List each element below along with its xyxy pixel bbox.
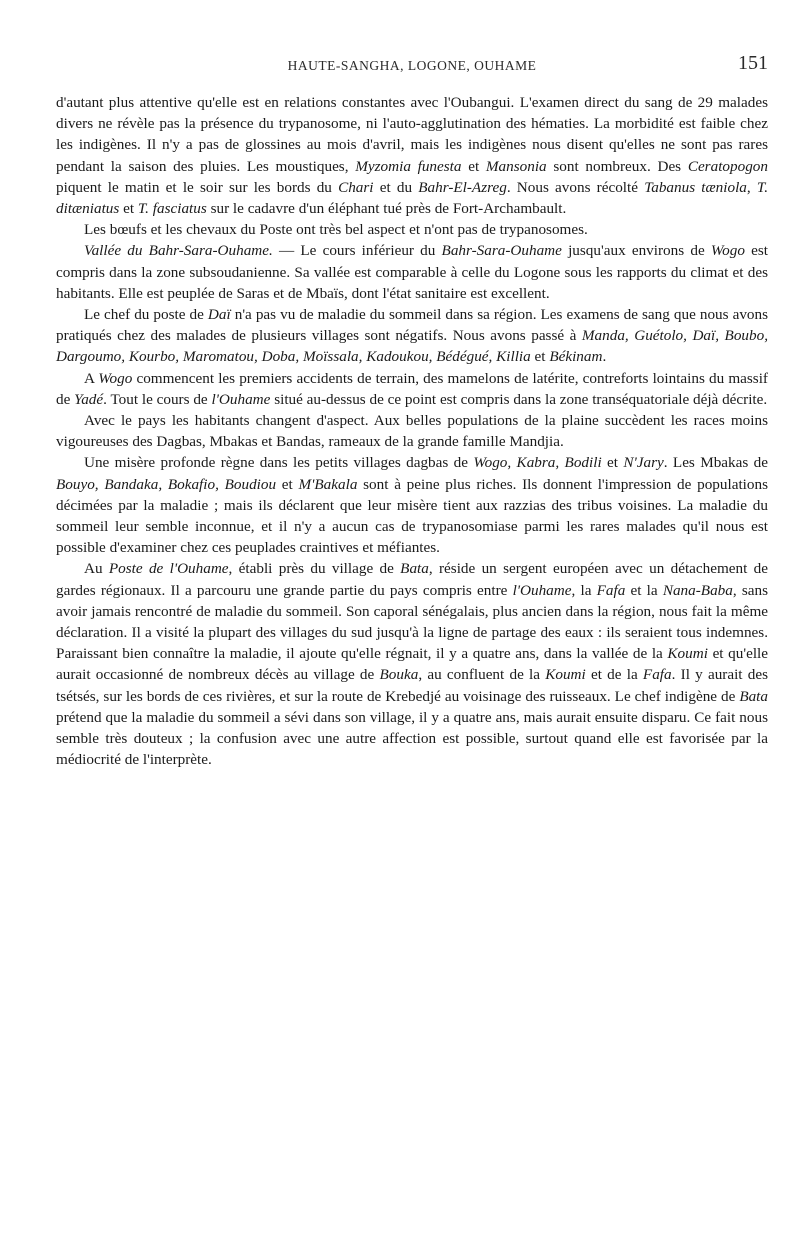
text-segment: prétend que la maladie du sommeil a sévi dans son village, il y a quatre ans, mais aurait ensuite disparu. Ce fait nous semble très douteux ; la confusion avec une autre affection est possible, surtout quand elle est favorisée par la médiocrité de l'interprète. (56, 708, 768, 769)
text-segment: sur le cadavre d'un éléphant tué près de Fort-Archambault. (206, 200, 567, 218)
text-segment: , sans avoir jamais rencontré de maladie du sommeil. Son caporal sénégalais, plus ancien dans la région, nous fait la même déclaration. Il a visité la plupart des villages du sud jusqu'à la ligne de partage des eaux : ils seraient tous indemnes. Paraissant bien connaître la maladie, il ajoute qu'elle régnait, il y a quatre ans, dans la vallée de la (56, 581, 769, 663)
text-segment: , (746, 178, 757, 196)
italic-text-segment: Bouka (379, 666, 419, 684)
text-segment: sont à peine plus riches. Ils donnent l'impression de populations décimées par la maladie ; mais ils déclarent que leur misère tient aux razzias des tribus voisines. La maladie du sommeil leur semble inconnue, et il n'y a aucun cas de trypanosomiase parmi les rares malades qu'il nous est possible d'examiner chez ces peuplades craintives et méfiantes. (56, 475, 768, 557)
italic-text-segment: Wogo, Kabra, Bodili (473, 454, 602, 472)
italic-text-segment: Daï (207, 306, 231, 324)
italic-text-segment: Koumi (667, 645, 708, 663)
italic-text-segment: Tabanus tæniola (644, 178, 747, 196)
text-segment: . (602, 348, 607, 366)
text-segment: et (461, 157, 486, 175)
text-segment: jusqu'aux environs de (561, 242, 711, 260)
italic-text-segment: Bata (739, 687, 768, 705)
italic-text-segment: Vallée du Bahr-Sara-Ouhame. (84, 242, 273, 260)
text-segment: et de la (585, 666, 643, 684)
italic-text-segment: Wogo (98, 369, 133, 387)
italic-text-segment: Koumi (545, 666, 586, 684)
italic-text-segment: Nana-Baba (662, 581, 733, 599)
italic-text-segment: Wogo (710, 242, 745, 260)
italic-text-segment: l'Ouhame (512, 581, 572, 599)
text-segment: et (276, 475, 299, 493)
italic-text-segment: Manda, Guétolo, Daï, Boubo, Dargoumo, Kourbo, Maromatou, Doba, Moïssala, Kadoukou, Bédégué, Killia (56, 327, 769, 366)
italic-text-segment: T. fasciatus (137, 200, 207, 218)
text-segment: , établi près du village de (228, 560, 401, 578)
paragraph (56, 410, 768, 452)
text-segment: Avec le pays les habitants changent d'aspect. Aux belles populations de la plaine succèdent les races moins vigoureuses des Dagbas, Mbakas et Bandas, rameaux de la grande famille Mandjia. (56, 412, 768, 451)
text-segment: . Les Mbakas de (663, 454, 768, 472)
italic-text-segment: Fafa (596, 581, 626, 599)
text-segment: , réside un sergent européen avec un détachement de gardes régionaux. Il a parcouru une grande partie du pays compris entre (56, 560, 769, 599)
italic-text-segment: T. ditæniatus (56, 178, 769, 218)
italic-text-segment: Chari (338, 178, 374, 196)
paragraph (56, 219, 768, 240)
text-segment: sont nombreux. Des (546, 157, 688, 175)
text-segment: commencent les premiers accidents de terrain, des mamelons de latérite, contreforts lointains du massif de (56, 369, 768, 408)
italic-text-segment: Yadé (74, 390, 104, 408)
paragraph (56, 240, 768, 304)
italic-text-segment: l'Ouhame (211, 390, 271, 408)
text-segment: et du (373, 178, 419, 196)
paragraph (56, 92, 768, 219)
italic-text-segment: Bouyo, Bandaka, Bokafio, Boudiou (56, 475, 277, 493)
italic-text-segment: Ceratopogon (687, 157, 768, 175)
text-segment: est compris dans la zone subsoudanienne. Sa vallée est comparable à celle du Logone sous les rapports du climat et des habitants. Elle est peuplée de Saras et de Mbaïs, dont l'état sanitaire est excellent. (56, 242, 768, 302)
italic-text-segment: Békinam (549, 348, 603, 366)
text-segment: et (530, 348, 550, 366)
italic-text-segment: Poste de l'Ouhame (108, 560, 229, 578)
text-segment: piquent le matin et le soir sur les bords du (56, 178, 339, 196)
italic-text-segment: M'Bakala (298, 475, 358, 493)
italic-text-segment: N'Jary (623, 454, 664, 472)
running-title: HAUTE-SANGHA, LOGONE, OUHAME (287, 58, 537, 73)
paragraph (56, 452, 768, 558)
italic-text-segment: Mansonia (485, 157, 547, 175)
paragraph (56, 368, 768, 410)
text-segment: Une misère profonde règne dans les petits villages dagbas de (84, 454, 474, 472)
text-segment: et la (625, 581, 663, 599)
italic-text-segment: Bahr-El-Azreg (418, 178, 507, 196)
paragraph (56, 558, 768, 770)
text-segment: situé au-dessus de ce point est compris dans la zone transéquatoriale déjà décrite. (270, 390, 768, 408)
paragraph (56, 304, 768, 368)
text-segment: Le chef du poste de (84, 306, 208, 324)
text-segment: Les bœufs et les chevaux du Poste ont très bel aspect et n'ont pas de trypanosomes. (84, 221, 588, 239)
italic-text-segment: Myzomia funesta (355, 157, 462, 175)
italic-text-segment: Fafa (642, 666, 672, 684)
text-segment: et (119, 200, 138, 218)
text-segment: . Il y aurait des tsétsés, sur les bords de ces rivières, et sur la route de Krebedjé au voisinage des ruisseaux. Le chef indigène de (56, 666, 768, 705)
text-segment: A (84, 369, 99, 387)
body-text (56, 92, 768, 771)
italic-text-segment: Bata (400, 560, 429, 578)
text-segment: et qu'elle aurait occasionné de nombreux décès au village de (56, 645, 768, 684)
text-segment: , au confluent de la (418, 666, 546, 684)
page-number: 151 (738, 52, 768, 74)
text-segment: — Le cours inférieur du (272, 242, 442, 260)
book-page (56, 52, 768, 771)
text-segment: . Nous avons récolté (506, 178, 645, 196)
page-header (56, 52, 768, 78)
text-segment: . Tout le cours de (103, 390, 212, 408)
text-segment: Au (84, 560, 109, 578)
italic-text-segment: Bahr-Sara-Ouhame (441, 242, 562, 260)
text-segment: d'autant plus attentive qu'elle est en relations constantes avec l'Oubangui. L'examen direct du sang de 29 malades divers ne révèle pas la présence du trypanosome, ni l'auto-agglutination des hématies. La morbidité est faible chez les indigènes. Il n'y a pas de glossines au mois d'avril, mais les indigènes nous disent qu'elles ne sont pas rares pendant la saison des pluies. Les moustiques, (56, 94, 768, 175)
text-segment: , la (571, 581, 597, 599)
text-segment: n'a pas vu de maladie du sommeil dans sa région. Les examens de sang que nous avons pratiqués chez des malades de plusieurs villages sont négatifs. Nous avons passé à (56, 306, 769, 345)
text-segment: et (601, 454, 624, 472)
